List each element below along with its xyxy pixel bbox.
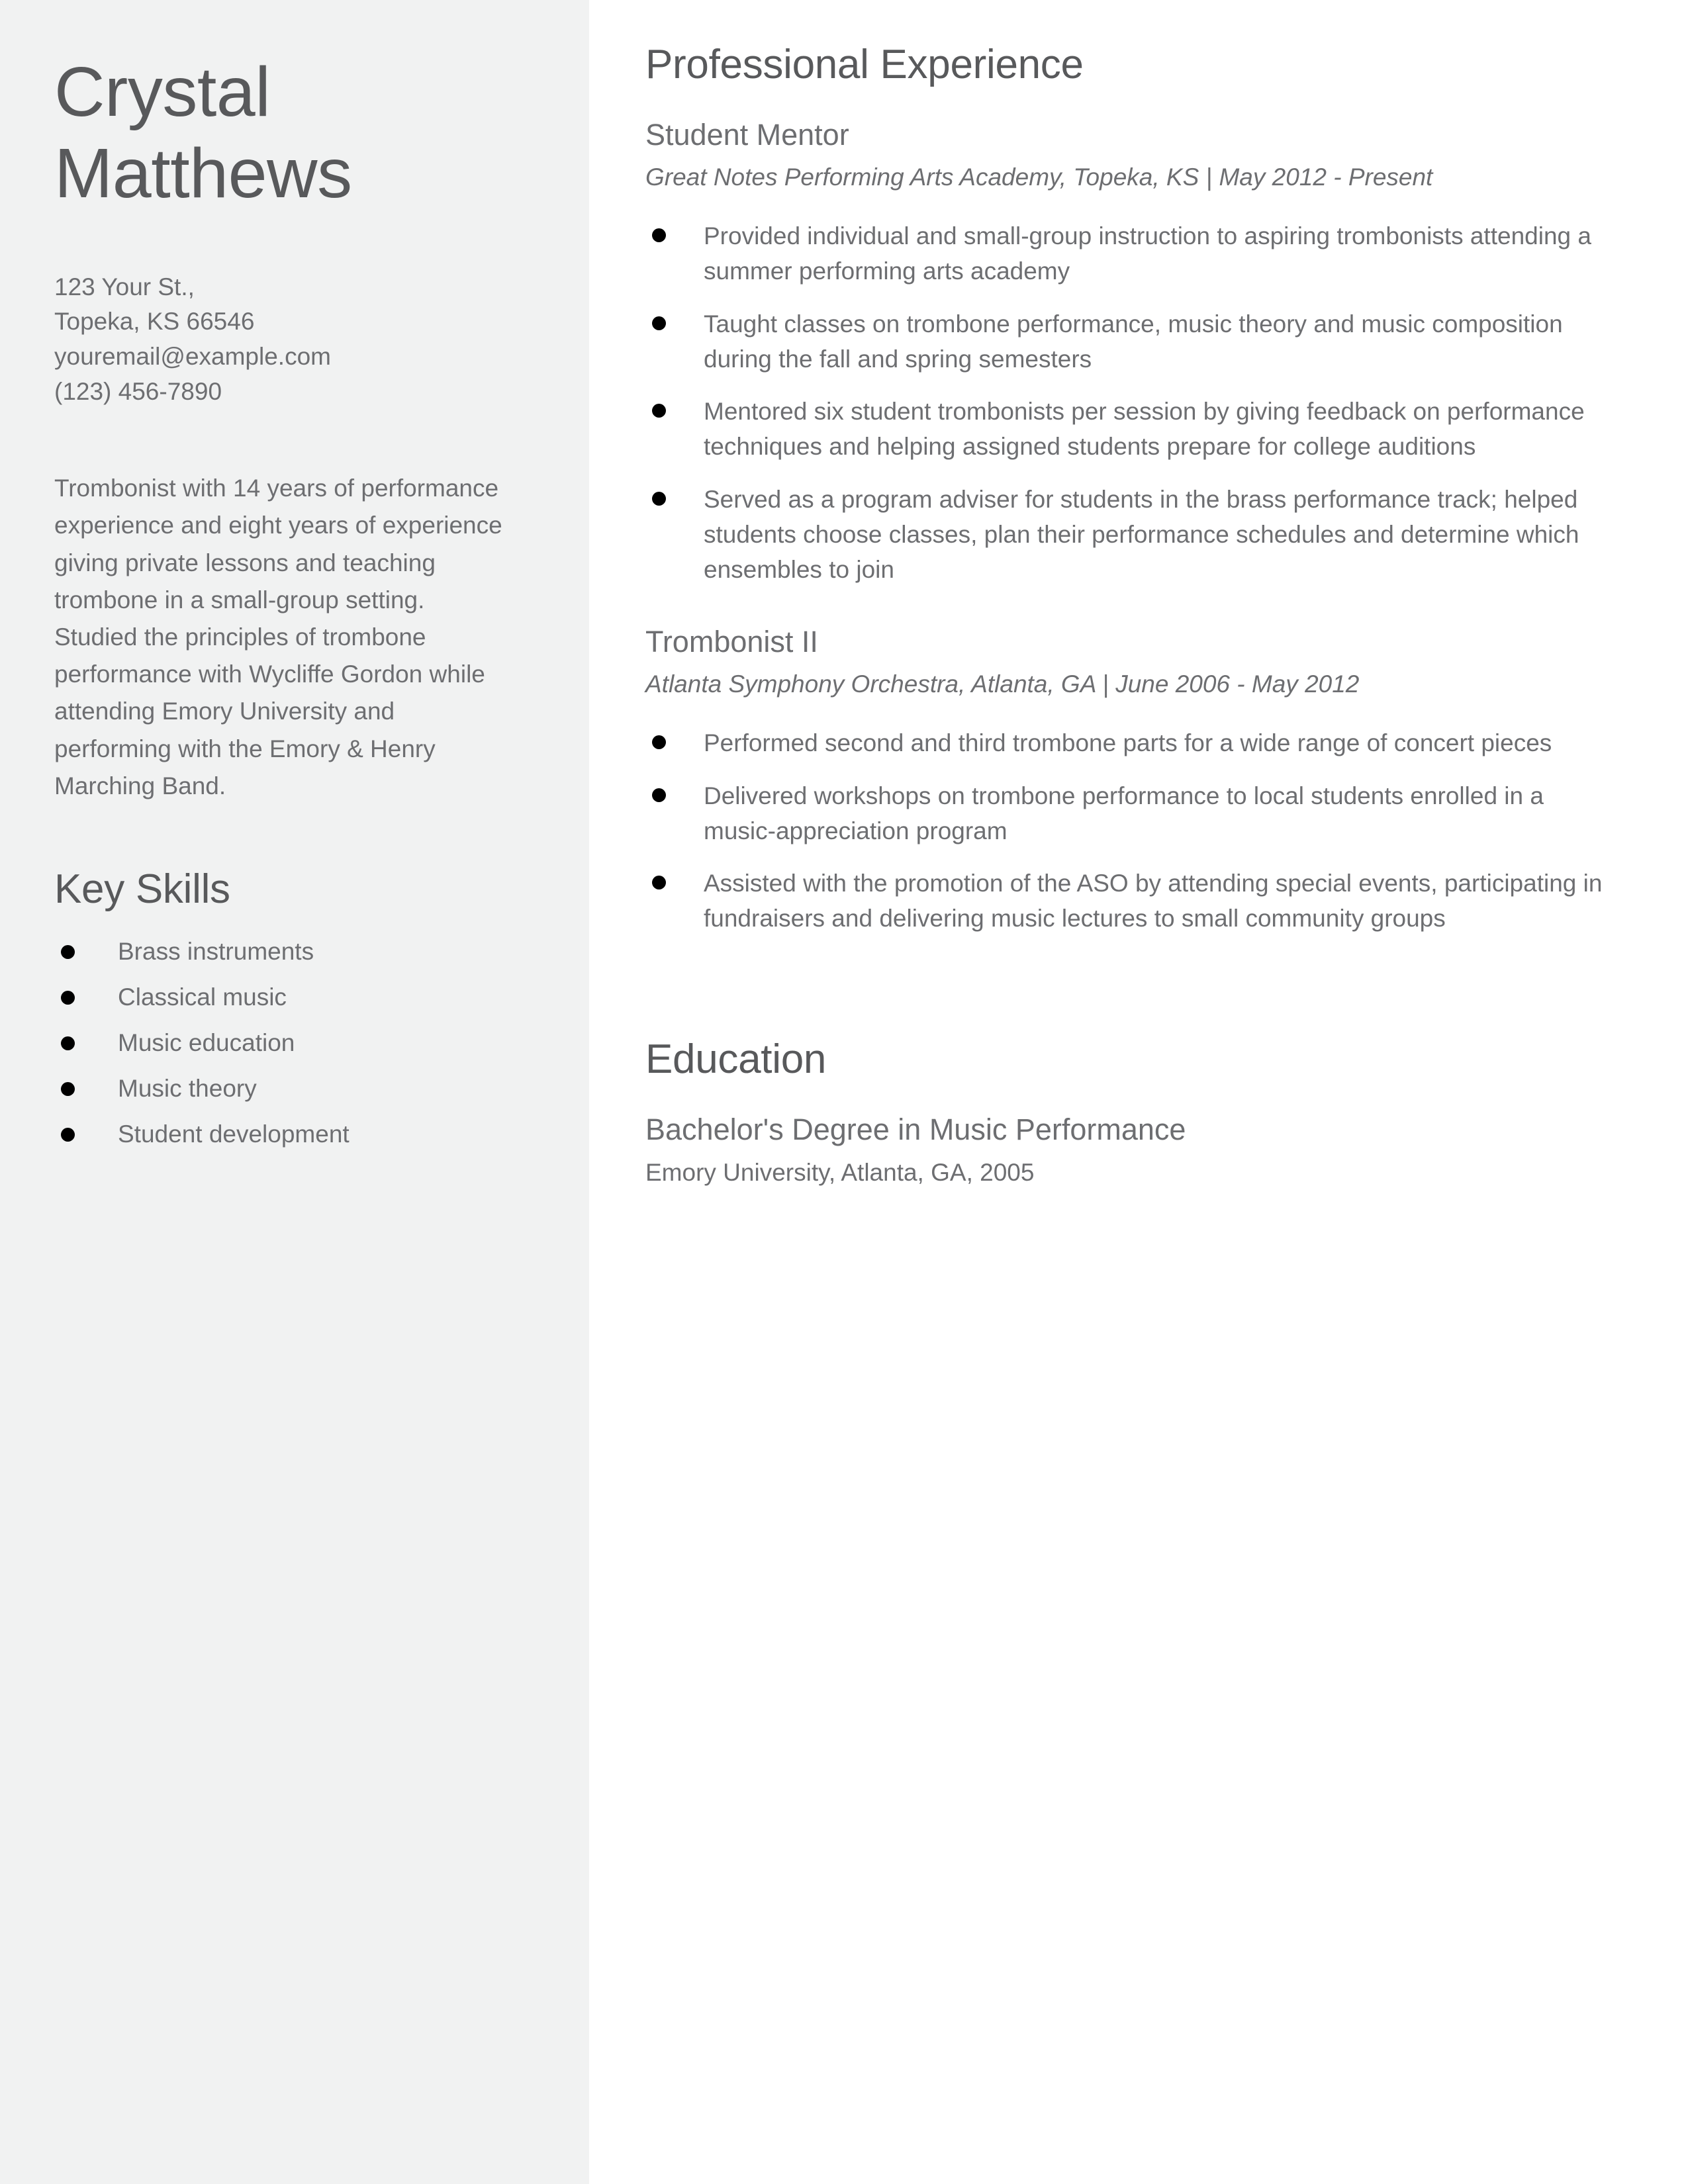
list-item [645, 306, 1615, 377]
sidebar [0, 0, 589, 2184]
bullet-icon [652, 228, 666, 242]
key-skills-list [54, 939, 510, 1146]
skill-label: Classical music [118, 983, 287, 1011]
job-duties-list [645, 218, 1615, 587]
list-item [645, 778, 1615, 849]
skill-label: Music theory [118, 1075, 257, 1103]
list-item [645, 482, 1615, 588]
bullet-icon [652, 788, 666, 802]
duty-text: Taught classes on trombone performance, music theory and music composition during the fall and spring semesters [704, 310, 1563, 373]
skill-label: Music education [118, 1029, 295, 1057]
professional-experience-heading: Professional Experience [645, 42, 1084, 87]
bullet-icon [652, 316, 666, 330]
job-company-dates: Great Notes Performing Arts Academy, Topeka, KS | May 2012 - Present [645, 163, 1433, 191]
contact-block [54, 270, 510, 409]
bullet-icon [61, 1036, 75, 1050]
list-item [645, 218, 1615, 289]
duty-text: Provided individual and small-group instruction to aspiring trombonists attending a summer performing arts academy [704, 222, 1591, 285]
list-item [645, 725, 1615, 760]
contact-phone[interactable]: (123) 456-7890 [54, 377, 222, 405]
list-item [54, 939, 510, 964]
list-item [54, 1030, 510, 1055]
job-duties-list [645, 725, 1615, 936]
duty-text: Served as a program adviser for students in the brass performance track; helped students choose classes, plan their performance schedules and determine which ensembles to join [704, 485, 1579, 584]
bullet-icon [652, 876, 666, 889]
list-item [54, 1076, 510, 1101]
key-skills-heading: Key Skills [54, 866, 230, 913]
skill-label: Student development [118, 1120, 350, 1148]
bullet-icon [61, 1128, 75, 1142]
duty-text: Assisted with the promotion of the ASO by attending special events, participating in fundraisers and delivering music lectures to small community groups [704, 870, 1603, 933]
job-title: Trombonist II [645, 625, 818, 659]
bullet-icon [61, 1082, 75, 1096]
bullet-icon [652, 735, 666, 749]
duty-text: Performed second and third trombone parts for a wide range of concert pieces [704, 729, 1552, 757]
list-item [54, 985, 510, 1009]
contact-city-state-zip: Topeka, KS 66546 [54, 308, 255, 336]
bullet-icon [652, 492, 666, 506]
candidate-name [54, 52, 510, 214]
bullet-icon [61, 991, 75, 1005]
degree-title: Bachelor's Degree in Music Performance [645, 1112, 1186, 1146]
job-title: Student Mentor [645, 118, 849, 152]
contact-email[interactable]: youremail@example.com [54, 342, 331, 370]
professional-summary: Trombonist with 14 years of performance experience and eight years of experience giving private lessons and teaching trombone in a small-group setting. Studied the principles of trombone performance with Wycliffe Gordon while attending Emory University and performing with the Emory & Henry Marching Band. [54, 475, 502, 799]
skill-label: Brass instruments [118, 938, 314, 966]
list-item [54, 1122, 510, 1146]
candidate-last-name: Matthews [54, 134, 352, 212]
bullet-icon [652, 404, 666, 418]
list-item [645, 866, 1615, 936]
experience-entry [645, 117, 1615, 587]
job-company-dates: Atlanta Symphony Orchestra, Atlanta, GA | June 2006 - May 2012 [645, 670, 1360, 698]
duty-text: Delivered workshops on trombone performance to local students enrolled in a music-appreciation program [704, 782, 1544, 844]
list-item [645, 394, 1615, 465]
education-entry [645, 1112, 1615, 1189]
experience-entry [645, 624, 1615, 936]
bullet-icon [61, 945, 75, 959]
contact-street: 123 Your St., [54, 273, 195, 300]
education-heading: Education [645, 1036, 827, 1082]
main-content [589, 0, 1688, 2184]
school-location-year: Emory University, Atlanta, GA, 2005 [645, 1158, 1035, 1186]
duty-text: Mentored six student trombonists per session by giving feedback on performance techniques and helping assigned students prepare for college auditions [704, 398, 1585, 461]
candidate-first-name: Crystal [54, 53, 271, 131]
